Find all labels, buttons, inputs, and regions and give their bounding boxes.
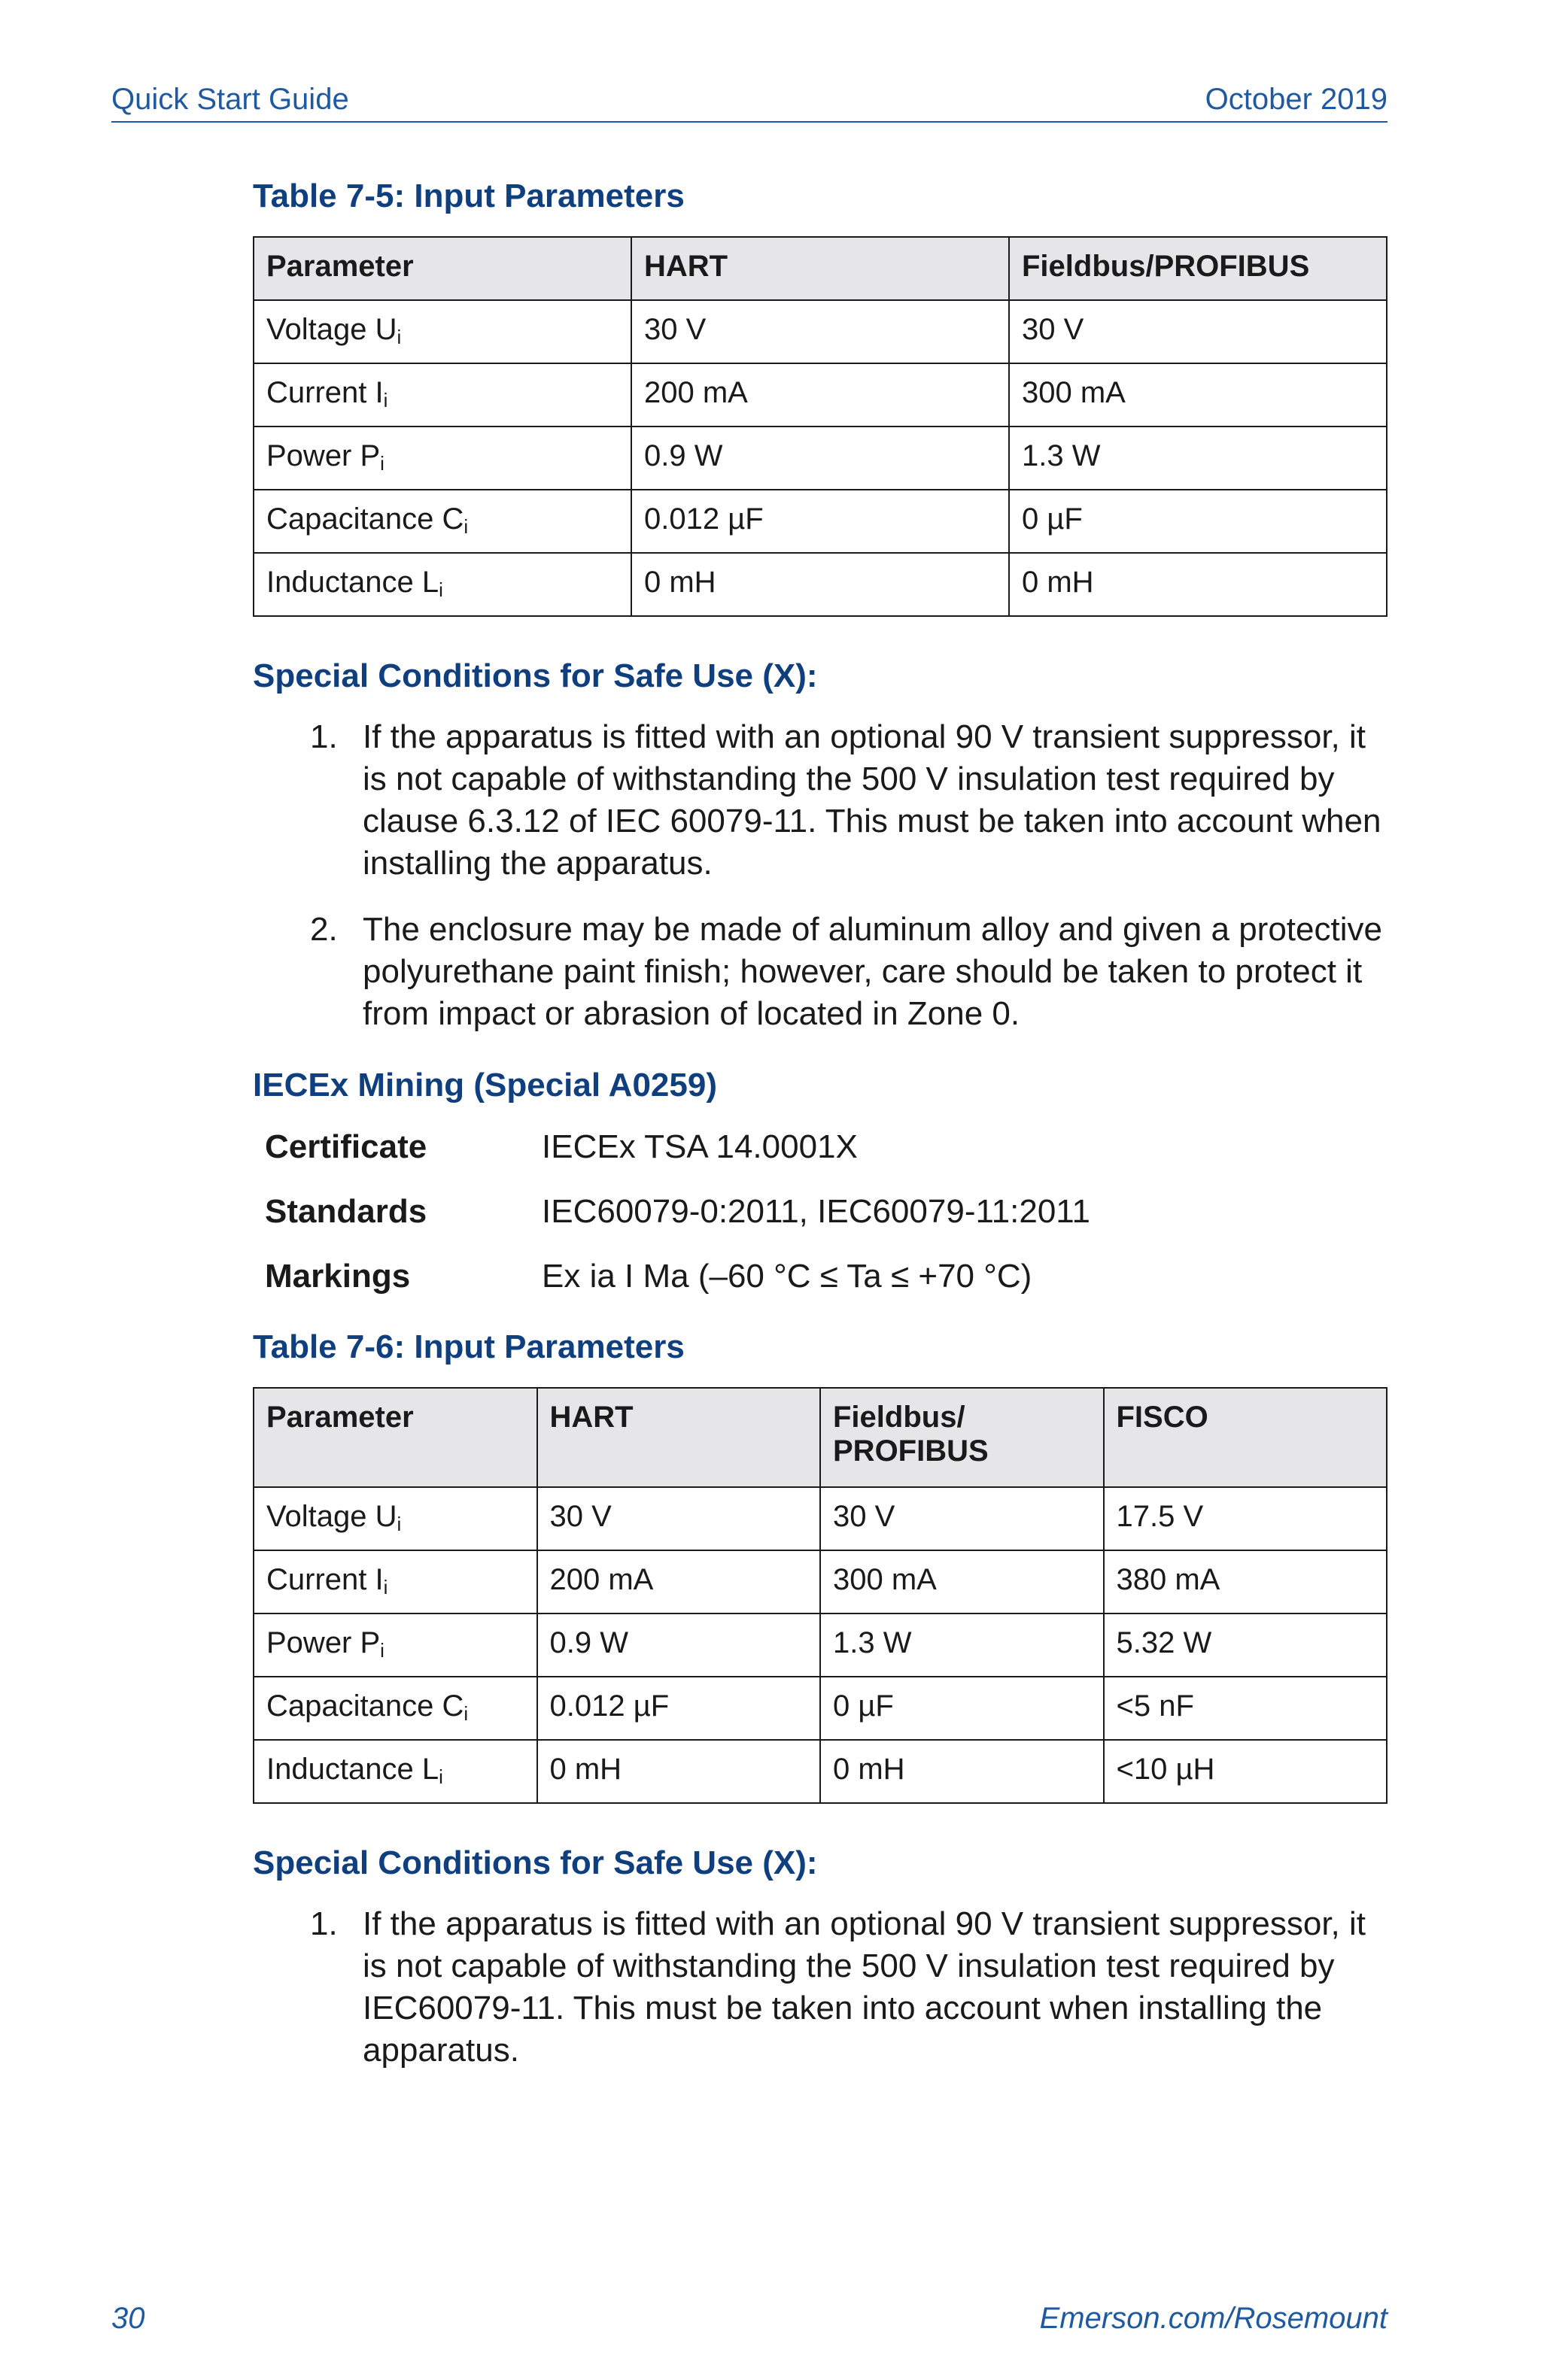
cell-parameter: Power $P_i$ <box>254 1613 537 1677</box>
column-header-fieldbus: Fieldbus/ PROFIBUS <box>820 1388 1104 1487</box>
certification-details <box>253 1128 1388 1322</box>
header-date: October 2019 <box>1205 83 1388 116</box>
header-doc-title: Quick Start Guide <box>111 83 349 116</box>
cell-fieldbus: 300 mA <box>1009 363 1387 427</box>
cell-fieldbus: 0 mH <box>1009 553 1387 616</box>
list-item: 1. If the apparatus is fitted with an optional 90 V transient suppressor, it is not capable of withstanding the 500 V insulation test required by IEC60079-11. This must be taken into account when installing the apparatus. <box>310 1905 1366 2069</box>
cell-hart: 0.9 W <box>631 427 1009 490</box>
list-item: 2. The enclosure may be made of aluminum alloy and given a protective polyurethane paint finish; however, care should be taken to protect it from impact or abrasion of located in Zone 0. <box>310 911 1382 1032</box>
cell-fieldbus: 0 mH <box>820 1740 1104 1803</box>
cell-fieldbus: 30 V <box>1009 300 1387 363</box>
cell-hart: 0.9 W <box>537 1613 821 1677</box>
column-header-fieldbus: Fieldbus/PROFIBUS <box>1009 237 1387 300</box>
cell-hart: 0 mH <box>631 553 1009 616</box>
cell-parameter: Capacitance $C_i$ <box>254 1677 537 1740</box>
cell-parameter: Capacitance $C_i$ <box>254 490 631 553</box>
table-row <box>254 1740 1387 1803</box>
page-footer <box>111 2302 1388 2336</box>
cell-parameter: Current $I_i$ <box>254 363 631 427</box>
table-7-6 <box>253 1387 1388 1804</box>
table-row <box>254 1613 1387 1677</box>
column-header-hart: HART <box>537 1388 821 1487</box>
table-row <box>254 1550 1387 1613</box>
cell-parameter: Voltage $U_i$ <box>254 300 631 363</box>
column-header-parameter: Parameter <box>254 1388 537 1487</box>
cell-parameter: Voltage $U_i$ <box>254 1487 537 1550</box>
page-content <box>253 178 1388 2072</box>
cell-fisco: <5 nF <box>1104 1677 1388 1740</box>
special-conditions-heading: Special Conditions for Safe Use (X): <box>253 1844 818 1881</box>
footer-website: Emerson.com/Rosemount <box>1039 2302 1388 2335</box>
cell-fisco: 380 mA <box>1104 1550 1388 1613</box>
special-conditions-heading: Special Conditions for Safe Use (X): <box>253 657 818 694</box>
cell-hart: 30 V <box>631 300 1009 363</box>
cell-fisco: 17.5 V <box>1104 1487 1388 1550</box>
table-header-row <box>254 237 1387 300</box>
table-row <box>254 363 1387 427</box>
cell-fieldbus: 1.3 W <box>1009 427 1387 490</box>
cert-row-markings: Markings Ex ia I Ma (–60 °C ≤ Ta ≤ +70 °C) <box>265 1258 1032 1295</box>
table-7-5-caption: Table 7-5: Input Parameters <box>253 178 685 214</box>
cell-fieldbus: 0 µF <box>1009 490 1387 553</box>
table-header-row <box>254 1388 1387 1487</box>
cell-fisco: 5.32 W <box>1104 1613 1388 1677</box>
cell-fisco: <10 µH <box>1104 1740 1388 1803</box>
cell-hart: 0.012 µF <box>631 490 1009 553</box>
cell-hart: 30 V <box>537 1487 821 1550</box>
cert-row-certificate: Certificate IECEx TSA 14.0001X <box>265 1128 858 1165</box>
column-header-fisco: FISCO <box>1104 1388 1388 1487</box>
cell-hart: 0.012 µF <box>537 1677 821 1740</box>
cell-parameter: Inductance $L_i$ <box>254 553 631 616</box>
page-number: 30 <box>111 2302 145 2335</box>
table-7-6-caption: Table 7-6: Input Parameters <box>253 1328 685 1365</box>
table-7-5 <box>253 236 1388 617</box>
iecex-mining-heading: IECEx Mining (Special A0259) <box>253 1067 717 1103</box>
cert-row-standards: Standards IEC60079-0:2011, IEC60079-11:2011 <box>265 1193 1090 1230</box>
table-row <box>254 427 1387 490</box>
column-header-hart: HART <box>631 237 1009 300</box>
cell-fieldbus: 300 mA <box>820 1550 1104 1613</box>
cell-parameter: Power $P_i$ <box>254 427 631 490</box>
list-item: 1. If the apparatus is fitted with an optional 90 V transient suppressor, it is not capable of withstanding the 500 V insulation test required by clause 6.3.12 of IEC 60079-11. This must be taken into account when installing the apparatus. <box>310 718 1381 882</box>
cell-hart: 200 mA <box>537 1550 821 1613</box>
cell-fieldbus: 1.3 W <box>820 1613 1104 1677</box>
column-header-parameter: Parameter <box>254 237 631 300</box>
cell-fieldbus: 0 µF <box>820 1677 1104 1740</box>
table-row <box>254 490 1387 553</box>
special-conditions-list <box>253 716 1388 1035</box>
table-row <box>254 1487 1387 1550</box>
special-conditions-list <box>253 1903 1388 2072</box>
cell-parameter: Inductance $L_i$ <box>254 1740 537 1803</box>
cell-hart: 200 mA <box>631 363 1009 427</box>
cell-parameter: Current $I_i$ <box>254 1550 537 1613</box>
table-row <box>254 1677 1387 1740</box>
cell-fieldbus: 30 V <box>820 1487 1104 1550</box>
table-row <box>254 553 1387 616</box>
cell-hart: 0 mH <box>537 1740 821 1803</box>
page-header <box>111 83 1388 123</box>
table-row <box>254 300 1387 363</box>
